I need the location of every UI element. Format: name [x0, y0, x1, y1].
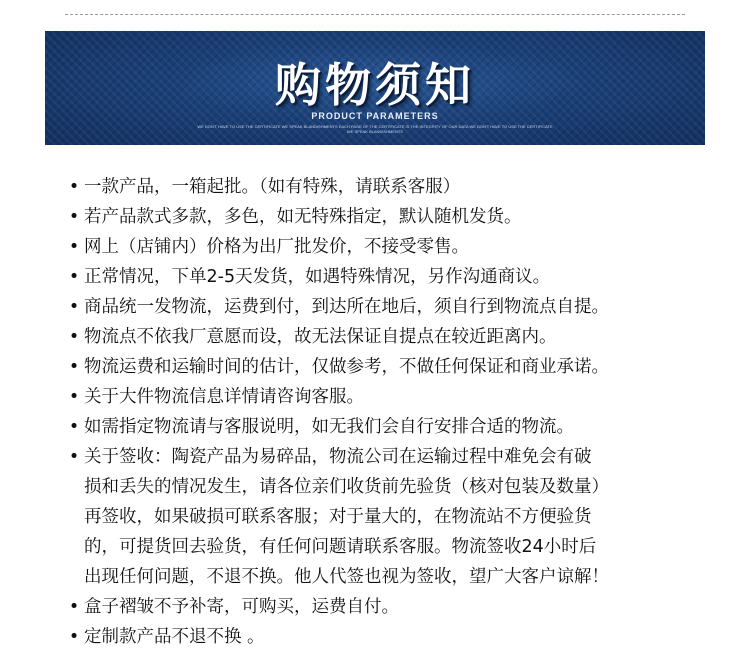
- notice-item: [68, 202, 708, 232]
- top-dashed-divider: [65, 14, 685, 15]
- notice-item-text: 网上（店铺内）价格为出厂批发价，不接受零售。: [84, 237, 469, 257]
- bullet-dot-icon: •: [68, 597, 80, 617]
- banner-title: 购物须知: [275, 58, 475, 112]
- bullet-dot-icon: •: [68, 627, 80, 647]
- bullet-dot-icon: •: [68, 357, 80, 377]
- notice-item-text: 如需指定物流请与客服说明，如无我们会自行安排合适的物流。: [84, 417, 574, 437]
- notice-item: [68, 322, 708, 352]
- notice-item-text: 出现任何问题，不退不换。他人代签也视为签收，望广大客户谅解！: [84, 567, 609, 587]
- purchase-notes-list: [68, 172, 708, 652]
- notice-item: [68, 232, 708, 262]
- notice-item-text: 的，可提货回去验货，有任何问题请联系客服。物流签收24小时后: [84, 537, 597, 557]
- notice-item-text: 正常情况，下单2-5天发货，如遇特殊情况，另作沟通商议。: [84, 267, 551, 287]
- banner-subtitle: PRODUCT PARAMETERS: [311, 111, 439, 121]
- notice-item: [68, 352, 708, 382]
- notice-item: [68, 292, 708, 322]
- bullet-dot-icon: •: [68, 177, 80, 197]
- notice-item-text: 定制款产品不退不换 。: [84, 627, 265, 647]
- notice-item-text: 损和丢失的情况发生，请各位亲们收货前先验货（核对包装及数量）: [84, 477, 609, 497]
- notice-item-text: 物流运费和运输时间的估计，仅做参考，不做任何保证和商业承诺。: [84, 357, 609, 377]
- bullet-dot-icon: •: [68, 447, 80, 467]
- notice-item-text: 物流点不依我厂意愿而设，故无法保证自提点在较近距离内。: [84, 327, 557, 347]
- notice-item-text: 再签收，如果破损可联系客服；对于量大的，在物流站不方便验货: [84, 507, 592, 527]
- notice-item: [68, 592, 708, 622]
- notice-item: [68, 382, 708, 412]
- bullet-dot-icon: •: [68, 207, 80, 227]
- notice-item: [68, 262, 708, 292]
- notice-item: [68, 442, 708, 592]
- header-banner: [45, 31, 705, 145]
- notice-item: [68, 172, 708, 202]
- notice-item: [68, 412, 708, 442]
- banner-fine-print: WE DON'T HAVE TO USE THE CERTIFICATE WE SPEAK BLANDISHMENTS EACH PAGE OF THE CERTIFICATE IS THE INTEGRITY OF OUR DATA WE DON'T HAVE TO USE THE CERTIFICATE WE SPEAK BLANDISHMENTS: [197, 124, 553, 134]
- notice-item-text: 商品统一发物流，运费到付，到达所在地后，须自行到物流点自提。: [84, 297, 609, 317]
- bullet-dot-icon: •: [68, 297, 80, 317]
- bullet-dot-icon: •: [68, 417, 80, 437]
- bullet-dot-icon: •: [68, 327, 80, 347]
- notice-item-text: 关于签收：陶瓷产品为易碎品，物流公司在运输过程中难免会有破: [84, 447, 592, 467]
- notice-item: [68, 622, 708, 652]
- notice-item-text: 若产品款式多款，多色，如无特殊指定，默认随机发货。: [84, 207, 522, 227]
- notice-item-text: 关于大件物流信息详情请咨询客服。: [84, 387, 364, 407]
- bullet-dot-icon: •: [68, 237, 80, 257]
- notice-item-text: 盒子褶皱不予补寄，可购买，运费自付。: [84, 597, 399, 617]
- notice-item-text: 一款产品，一箱起批。（如有特殊，请联系客服）: [84, 177, 461, 197]
- bullet-dot-icon: •: [68, 267, 80, 287]
- bullet-dot-icon: •: [68, 387, 80, 407]
